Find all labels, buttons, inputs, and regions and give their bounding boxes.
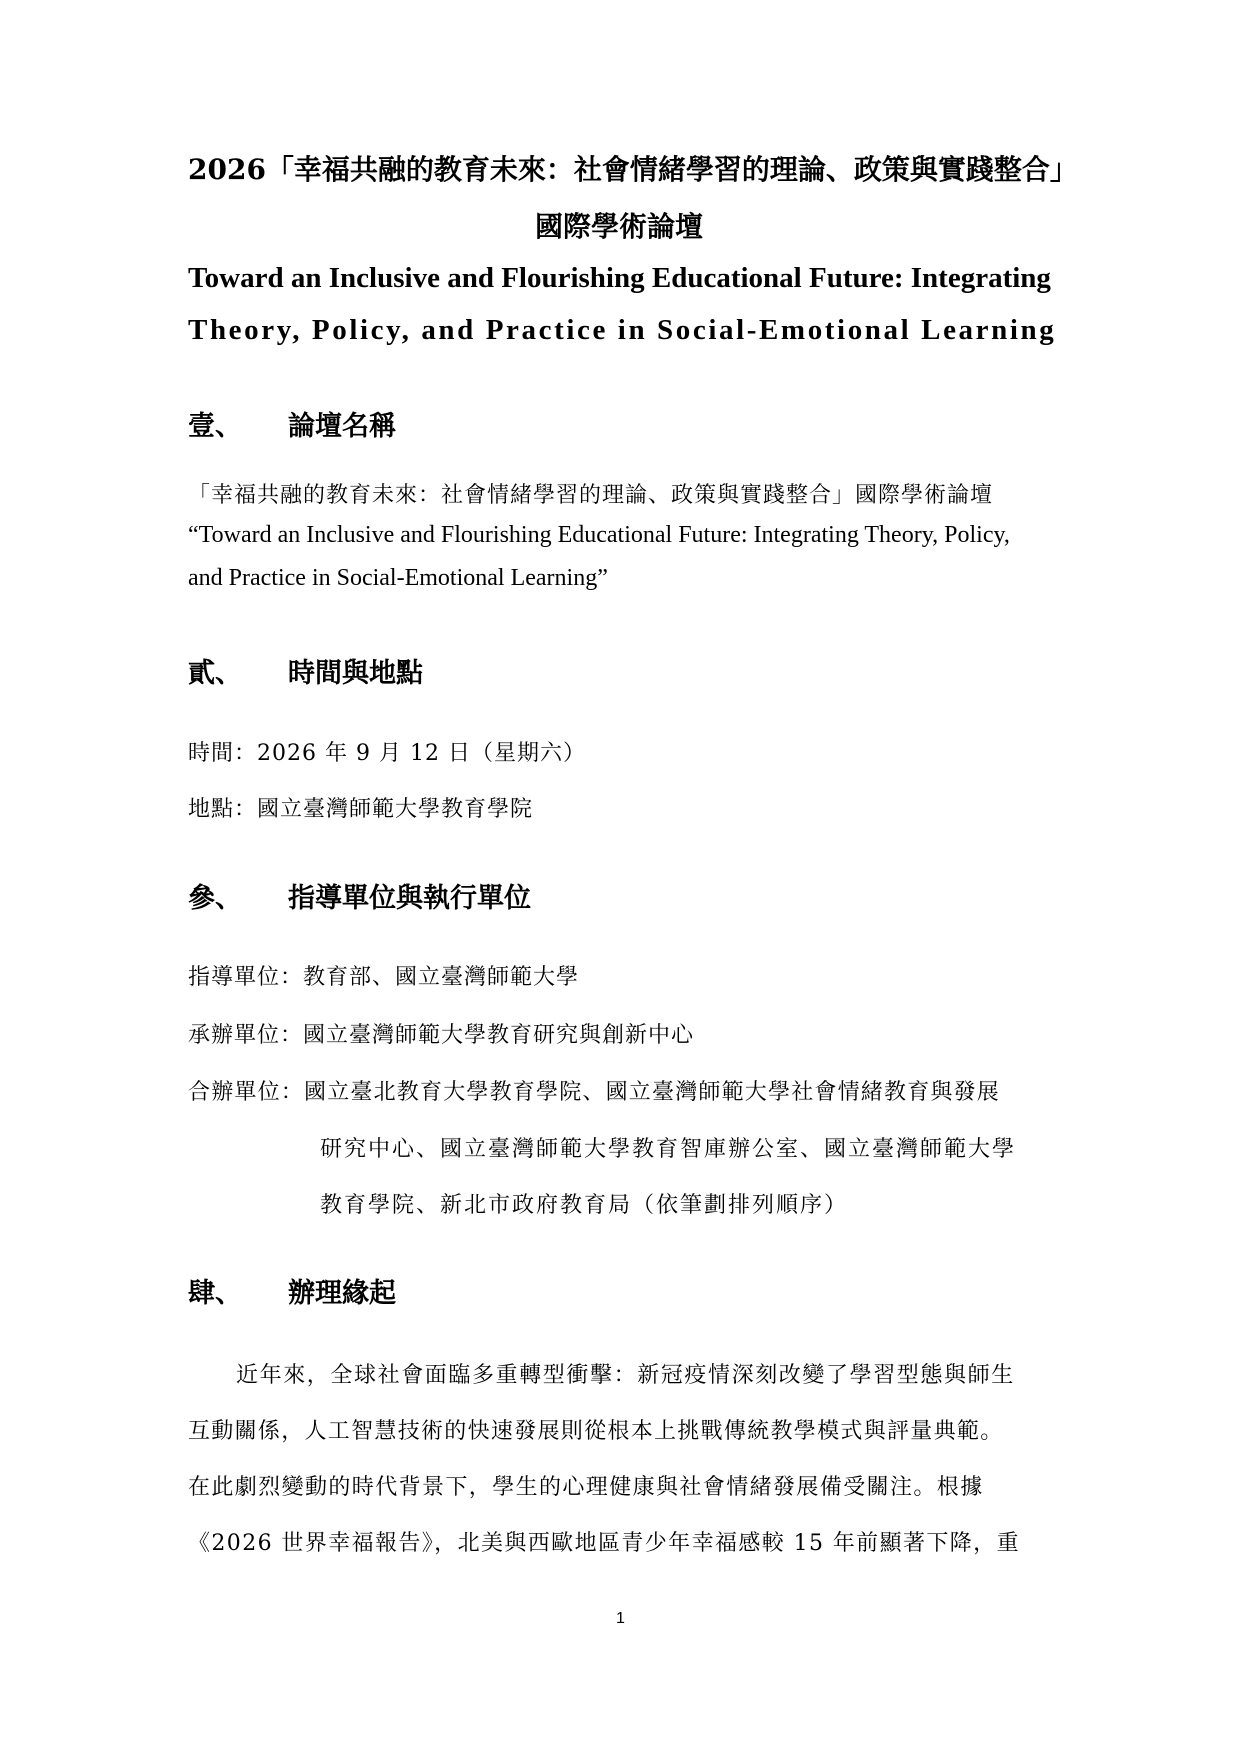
section-1-line-1: 「幸福共融的教育未來：社會情緒學習的理論、政策與實踐整合」國際學術論壇 xyxy=(188,483,994,508)
title-en-line2: Theory, Policy, and Practice in Social-Emotional Learning xyxy=(188,314,1057,346)
section-2-line-1: 時間：2026 年 9 月 12 日（星期六） xyxy=(188,741,586,766)
section-3-line-2: 承辦單位：國立臺灣師範大學教育研究與創新中心 xyxy=(188,1023,695,1048)
section-2-number: 貳、 xyxy=(188,658,242,689)
section-3-line-4: 研究中心、國立臺灣師範大學教育智庫辦公室、國立臺灣師範大學 xyxy=(320,1137,1017,1162)
section-1-line-3: and Practice in Social-Emotional Learning” xyxy=(188,565,608,591)
title-zh-line2: 國際學術論壇 xyxy=(534,210,703,243)
section-3-line-5: 教育學院、新北市政府教育局（依筆劃排列順序） xyxy=(320,1193,849,1218)
section-4-title: 辦理緣起 xyxy=(288,1278,396,1309)
section-3-line-1: 指導單位：教育部、國立臺灣師範大學 xyxy=(188,965,580,990)
section-2-title: 時間與地點 xyxy=(288,658,423,689)
section-3-title: 指導單位與執行單位 xyxy=(288,883,531,914)
section-4-line-3: 在此劇烈變動的時代背景下，學生的心理健康與社會情緒發展備受關注。根據 xyxy=(188,1475,984,1500)
section-1-number: 壹、 xyxy=(188,411,242,442)
section-1-line-2: “Toward an Inclusive and Flourishing Educational Future: Integrating Theory, Policy, xyxy=(188,522,1010,548)
section-3-line-3: 合辦單位：國立臺北教育大學教育學院、國立臺灣師範大學社會情緒教育與發展 xyxy=(188,1080,1001,1105)
section-4-line-2: 互動關係，人工智慧技術的快速發展則從根本上挑戰傳統教學模式與評量典範。 xyxy=(188,1419,1004,1444)
title-zh-line1: 2026「幸福共融的教育未來：社會情緒學習的理論、政策與實踐整合」 xyxy=(188,153,1078,186)
title-en-line1: Toward an Inclusive and Flourishing Educational Future: Integrating xyxy=(188,262,1051,294)
section-1-title: 論壇名稱 xyxy=(288,411,396,442)
section-4-line-4: 《2026 世界幸福報告》，北美與西歐地區青少年幸福感較 15 年前顯著下降，重 xyxy=(188,1531,1020,1556)
section-2-line-2: 地點：國立臺灣師範大學教育學院 xyxy=(188,797,534,822)
section-4-line-1: 近年來，全球社會面臨多重轉型衝擊：新冠疫情深刻改變了學習型態與師生 xyxy=(236,1363,1015,1388)
page-number: 1 xyxy=(616,1610,625,1627)
section-4-number: 肆、 xyxy=(188,1278,242,1309)
section-3-number: 參、 xyxy=(188,883,242,914)
